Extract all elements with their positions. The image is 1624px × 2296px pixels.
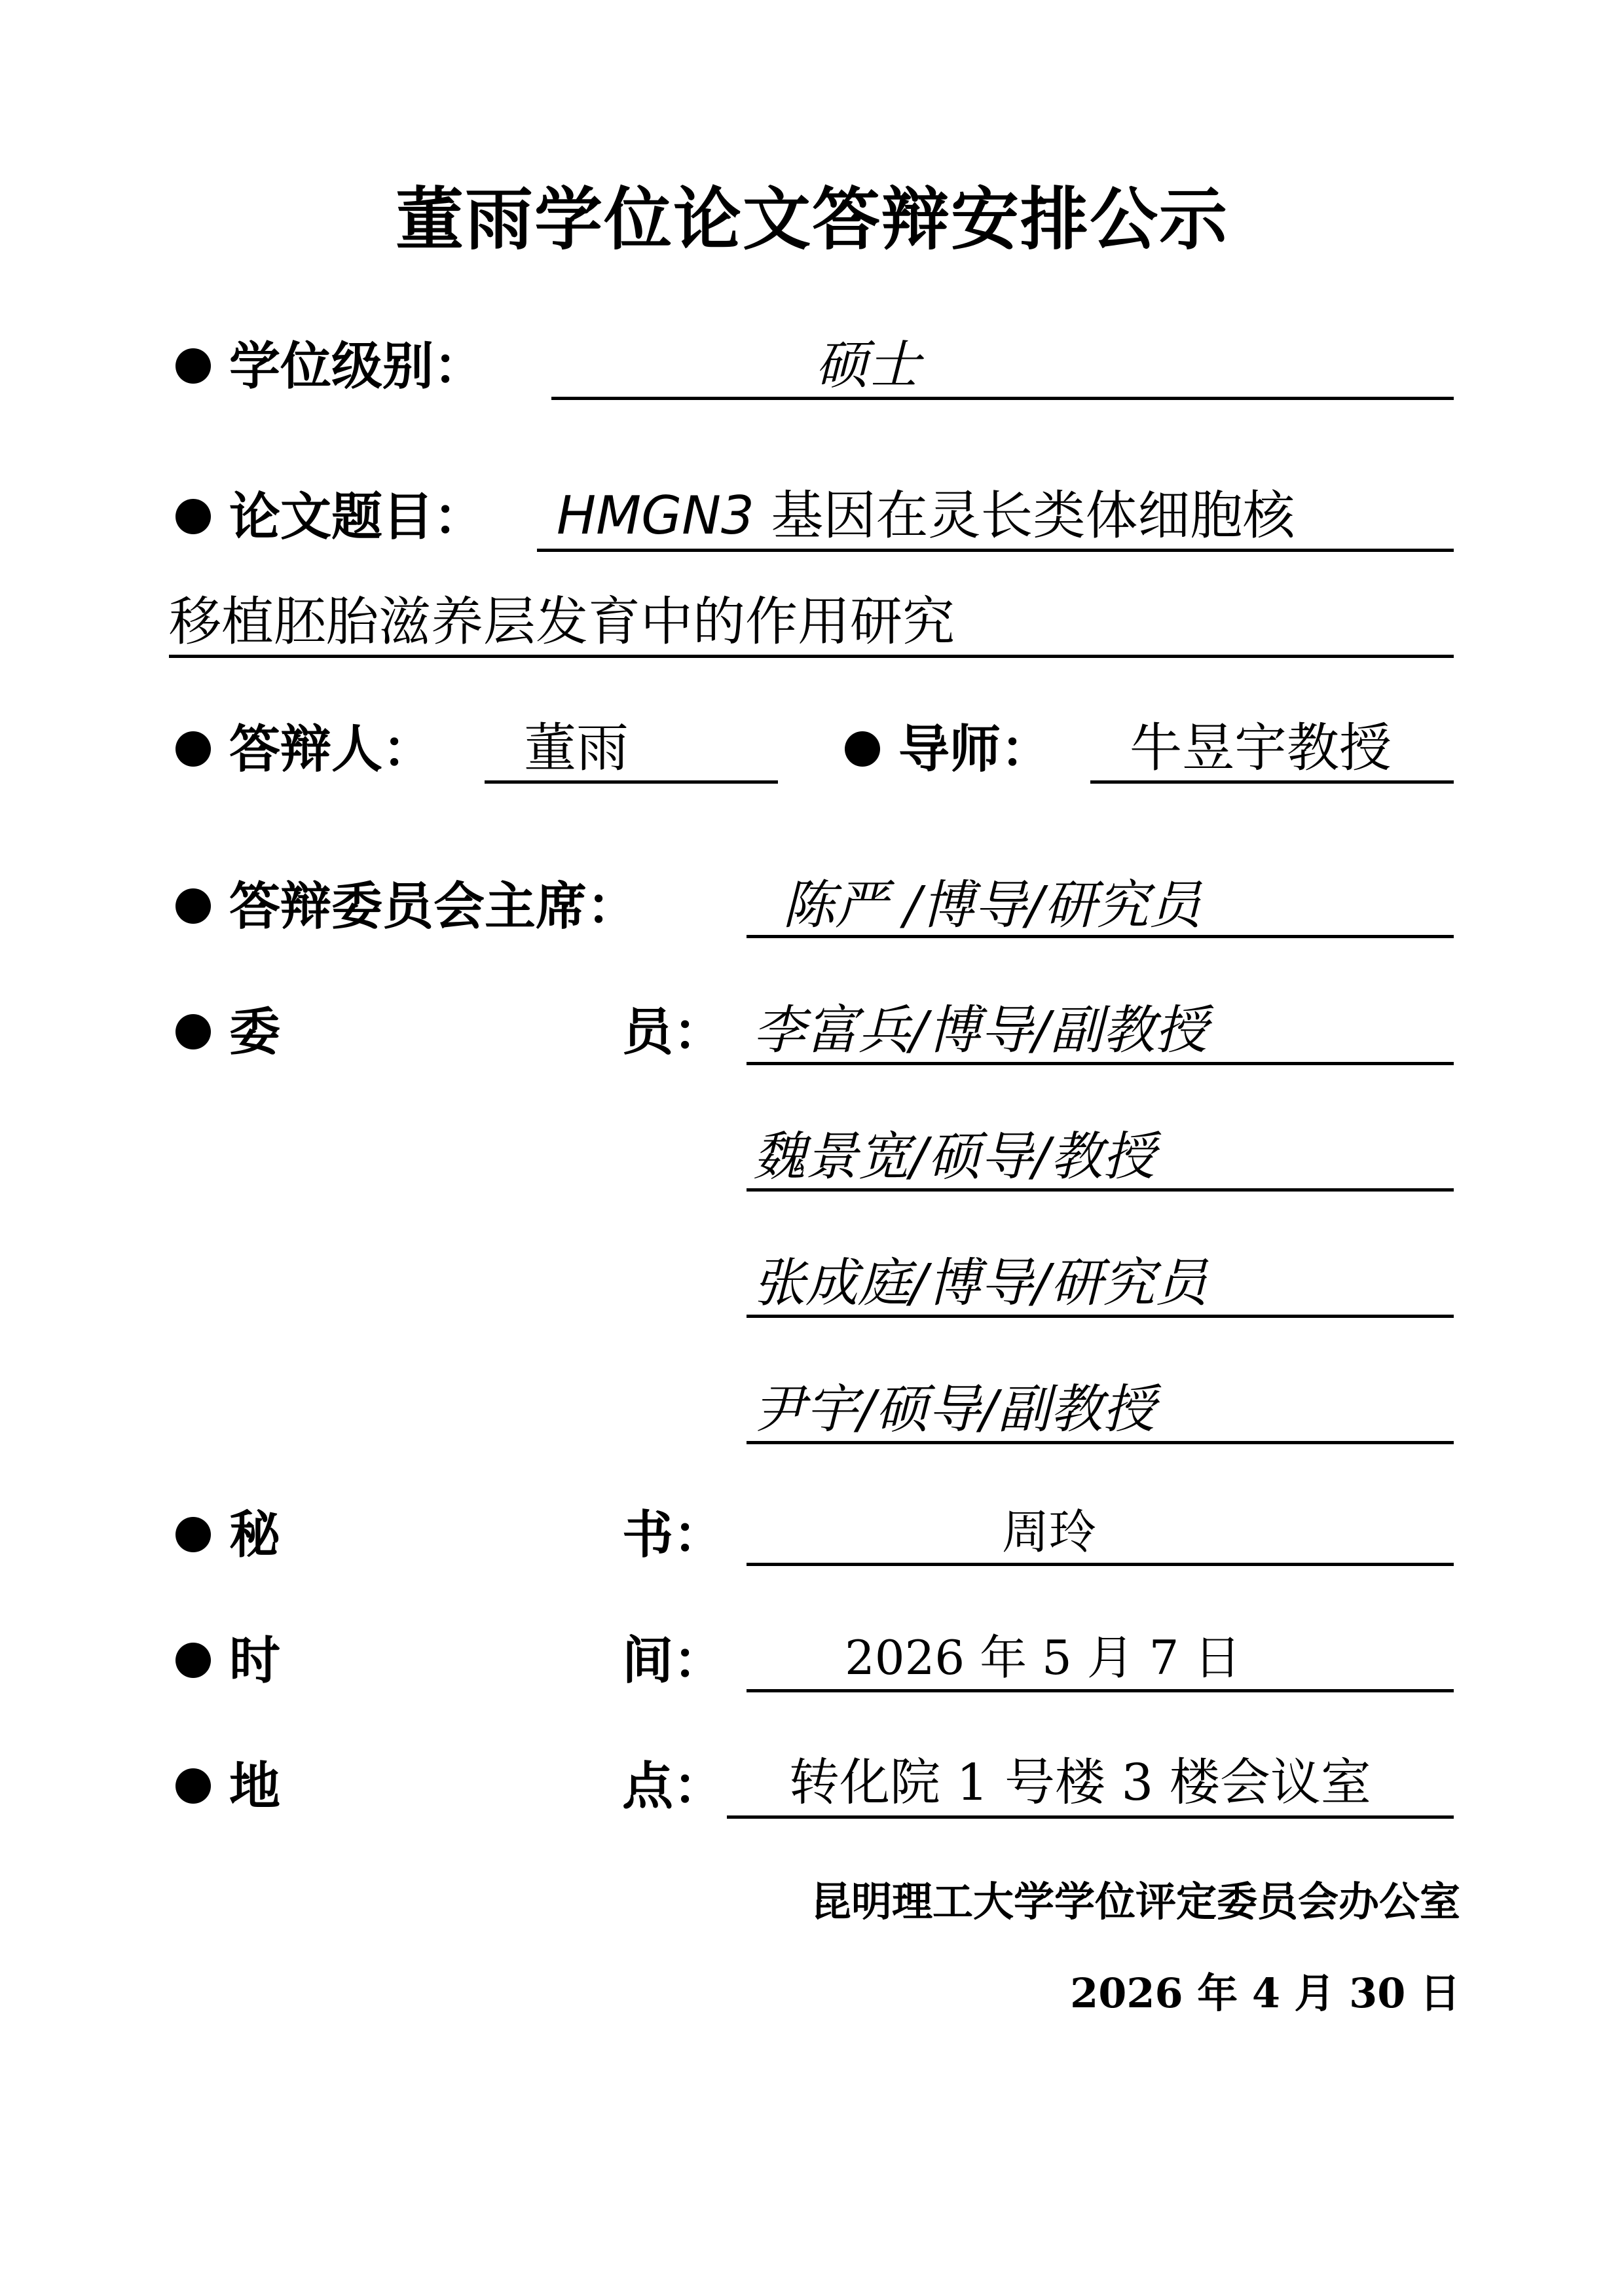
place-value: 转化院 1 号楼 3 楼会议室: [789, 1754, 1371, 1812]
bullet-icon: [175, 499, 211, 534]
secretary-underline: [747, 1563, 1454, 1566]
respondent-value: 董雨: [524, 718, 629, 778]
advisor-value: 牛昱宇教授: [1130, 718, 1392, 778]
chair-label: 答辩委员会主席：: [229, 877, 638, 936]
thesis-gene-name: HMGN3: [557, 485, 754, 546]
degree-label: 学位级别：: [229, 337, 485, 396]
chair-value: 陈严 /博导/研究员: [783, 875, 1202, 936]
secretary-value: 周玲: [1002, 1504, 1097, 1559]
bullet-icon: [175, 1517, 211, 1552]
thesis-underline-2: [169, 655, 1454, 658]
time-label-left: 时: [229, 1631, 281, 1690]
bullet-icon: [175, 1643, 211, 1678]
member-item-2: 魏景宽/硕导/教授: [753, 1126, 1155, 1187]
place-label-right: 点：: [622, 1757, 725, 1816]
member-item-1: 李富兵/博导/副教授: [753, 1000, 1208, 1061]
degree-value: 硕士: [815, 335, 920, 395]
thesis-underline-1: [537, 549, 1454, 552]
member-item-4: 尹宇/硕导/副教授: [753, 1379, 1155, 1440]
page-title: 董雨学位论文答辩安排公示: [395, 179, 1228, 259]
time-value: 2026 年 5 月 7 日: [845, 1630, 1242, 1685]
issuing-office: 昆明理工大学学位评定委员会办公室: [810, 1878, 1460, 1925]
members-label-left: 委: [229, 1002, 281, 1062]
advisor-label: 导师：: [898, 720, 1052, 779]
time-label-right: 间：: [622, 1631, 725, 1690]
thesis-label: 论文题目：: [229, 487, 485, 547]
respondent-label: 答辩人：: [229, 720, 434, 779]
member-item-3: 张成庭/博导/研究员: [753, 1252, 1208, 1313]
bullet-icon: [175, 731, 211, 767]
members-label-right: 员：: [622, 1002, 725, 1062]
degree-underline: [551, 397, 1454, 400]
place-label-left: 地: [229, 1757, 281, 1816]
thesis-title-line-1-text: 基因在灵长类体细胞核: [754, 485, 1295, 546]
bullet-icon: [175, 348, 211, 384]
secretary-label-left: 秘: [229, 1505, 281, 1565]
bullet-icon: [175, 888, 211, 924]
issue-date: 2026 年 4 月 30 日: [1070, 1969, 1460, 2017]
thesis-title-line-1: [557, 483, 1295, 549]
bullet-icon: [845, 731, 880, 767]
bullet-icon: [175, 1768, 211, 1804]
bullet-icon: [175, 1014, 211, 1049]
secretary-label-right: 书：: [622, 1505, 725, 1565]
thesis-title-line-2: 移植胚胎滋养层发育中的作用研究: [169, 591, 955, 652]
